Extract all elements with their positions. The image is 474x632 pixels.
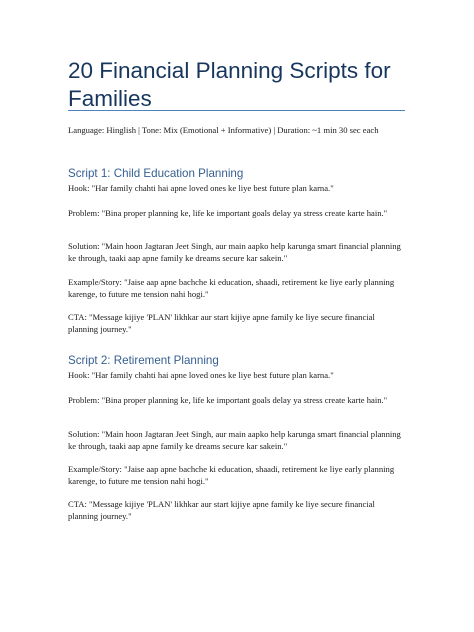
script-1-solution: Solution: "Main hoon Jagtaran Jeet Singh, aur main aapko help karunga smart financial planning ke through, taaki aap apne family ke dreams secure kar sakein." — [68, 241, 401, 264]
title-divider — [68, 110, 405, 111]
script-2-problem: Problem: "Bina proper planning ke, life ke important goals delay ya stress create karte hain." — [68, 395, 388, 405]
script-1-hook: Hook: "Har family chahti hai apne loved ones ke liye best future plan karna." — [68, 183, 334, 193]
script-2-example: Example/Story: "Jaise aap apne bachche ki education, shaadi, retirement ke liye early planning karenge, to future me tension nahi hogi." — [68, 464, 395, 487]
script-2-hook: Hook: "Har family chahti hai apne loved ones ke liye best future plan karna." — [68, 370, 334, 380]
script-1-problem: Problem: "Bina proper planning ke, life ke important goals delay ya stress create karte hain." — [68, 208, 388, 218]
document-title: 20 Financial Planning Scripts for Families — [68, 58, 391, 111]
script-2-heading: Script 2: Retirement Planning — [68, 354, 219, 367]
document-meta: Language: Hinglish | Tone: Mix (Emotional + Informative) | Duration: ~1 min 30 sec each — [68, 125, 379, 135]
script-2-solution: Solution: "Main hoon Jagtaran Jeet Singh, aur main aapko help karunga smart financial planning ke through, taaki aap apne family ke dreams secure kar sakein." — [68, 429, 401, 452]
script-2-cta: CTA: "Message kijiye 'PLAN' likhkar aur start kijiye apne family ke liye secure financial planning journey." — [68, 499, 375, 522]
script-1-heading: Script 1: Child Education Planning — [68, 167, 244, 180]
script-1-example: Example/Story: "Jaise aap apne bachche ki education, shaadi, retirement ke liye early planning karenge, to future me tension nahi hogi." — [68, 277, 395, 300]
script-1-cta: CTA: "Message kijiye 'PLAN' likhkar aur start kijiye apne family ke liye secure financial planning journey." — [68, 312, 375, 335]
